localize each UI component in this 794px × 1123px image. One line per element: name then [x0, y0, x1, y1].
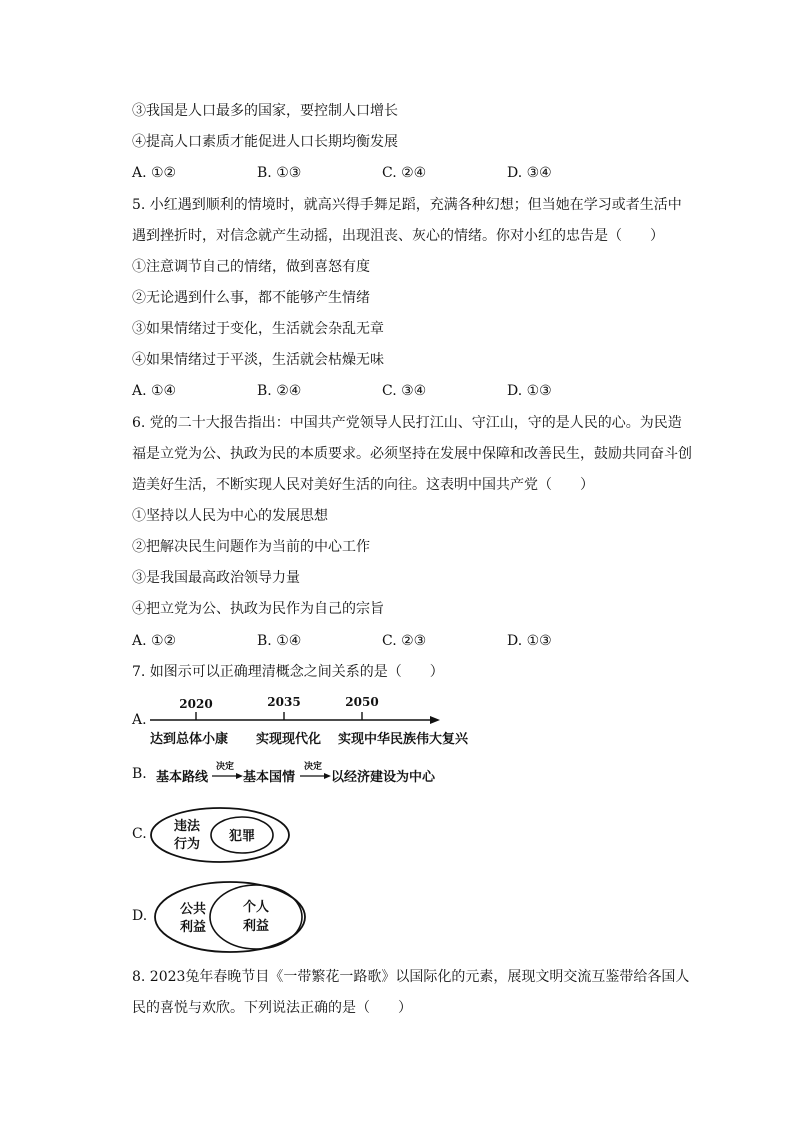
q5-stem-line-1: 5. 小红遇到顺利的情境时，就高兴得手舞足蹈，充满各种幻想；但当她在学习或者生活中: [132, 197, 682, 213]
q6-option-a: A. ①②: [132, 633, 177, 649]
q4-option-c: C. ②④: [382, 165, 427, 181]
chain-arrow-text-2: 决定: [304, 762, 323, 772]
q5-option-c: C. ③④: [382, 383, 427, 399]
q5-stem-line-2: 遇到挫折时，对信念就产生动摇，出现沮丧、灰心的情绪。你对小红的忠告是（ ）: [132, 228, 664, 244]
q5-option-d: D. ①③: [507, 383, 552, 399]
q6-item-4: ④把立党为公、执政为民作为自己的宗旨: [132, 601, 384, 617]
q4-item-4: ④提高人口素质才能促进人口长期均衡发展: [132, 134, 398, 150]
inner-label-crime: 犯罪: [228, 829, 256, 844]
q4-option-b: B. ①③: [257, 165, 302, 181]
q6-options: [132, 632, 692, 650]
q6-option-c: C. ②③: [382, 633, 427, 649]
q6-stem-line-1: 6. 党的二十大报告指出：中国共产党领导人民打江山、守江山，守的是人民的心。为民造: [132, 415, 682, 431]
q8-stem-line-2: 民的喜悦与欢欣。下列说法正确的是（ ）: [132, 1000, 412, 1016]
q6-option-b: B. ①④: [257, 633, 302, 649]
outer-label-line-1: 公共: [180, 902, 207, 917]
timeline-year-1: 2020: [179, 697, 213, 711]
q5-item-3: ③如果情绪过于变化，生活就会杂乱无章: [132, 321, 384, 337]
chain-node-1: 基本路线: [156, 770, 209, 785]
q5-option-b: B. ②④: [257, 383, 302, 399]
q7-option-a-label: A.: [132, 712, 147, 728]
q5-item-4: ④如果情绪过于平淡，生活就会枯燥无味: [132, 352, 384, 368]
timeline-year-3: 2050: [345, 695, 379, 709]
q6-stem-line-3: 造美好生活，不断实现人民对美好生活的向往。这表明中国共产党（ ）: [132, 477, 594, 493]
timeline-stage-2: 实现现代化: [256, 732, 322, 747]
q6-stem-line-2: 福是立党为公、执政为民的本质要求。必须坚持在发展中保障和改善民生，鼓励共同奋斗创: [132, 446, 692, 462]
q7-nested-ellipse-c: [148, 805, 298, 865]
q7-option-c-label: C.: [132, 826, 147, 842]
q4-options: [132, 164, 692, 182]
q5-item-1: ①注意调节自己的情绪，做到喜怒有度: [132, 259, 370, 275]
timeline-stage-1: 达到总体小康: [150, 732, 229, 747]
timeline-arrowhead: [430, 716, 440, 724]
q6-item-1: ①坚持以人民为中心的发展思想: [132, 508, 328, 524]
q6-item-2: ②把解决民生问题作为当前的中心工作: [132, 539, 370, 555]
outer-label-line-1: 违法: [174, 819, 201, 834]
chain-node-2: 基本国情: [243, 770, 296, 785]
chain-node-3: 以经济建设为中心: [331, 770, 436, 785]
inner-label-line-1: 个人: [242, 900, 270, 915]
q7-option-d-label: D.: [132, 908, 148, 924]
q4-option-a: A. ①②: [132, 165, 177, 181]
inner-ellipse-personal-interest: [210, 885, 302, 949]
chain-arrow-text-1: 决定: [216, 762, 235, 772]
q5-item-2: ②无论遇到什么事，都不能够产生情绪: [132, 290, 370, 306]
q7-option-b-label: B.: [132, 766, 147, 782]
q7-timeline-diagram: [148, 692, 469, 750]
outer-ellipse-public-interest: [155, 882, 305, 952]
chain-arrowhead-2: [324, 773, 331, 779]
outer-label-line-2: 利益: [180, 920, 207, 935]
q4-item-3: ③我国是人口最多的国家，要控制人口增长: [132, 103, 398, 119]
timeline-stage-3: 实现中华民族伟大复兴: [338, 732, 469, 747]
chain-arrowhead-1: [236, 773, 243, 779]
outer-ellipse-illegal-act: [151, 808, 289, 862]
q5-option-a: A. ①④: [132, 383, 177, 399]
q4-option-d: D. ③④: [507, 165, 552, 181]
q6-item-3: ③是我国最高政治领导力量: [132, 570, 300, 586]
q6-option-d: D. ①③: [507, 633, 552, 649]
q7-nested-ellipse-d: [152, 879, 312, 957]
inner-label-line-2: 利益: [242, 919, 270, 934]
q7-stem: 7. 如图示可以正确理清概念之间关系的是（ ）: [132, 664, 444, 680]
timeline-year-2: 2035: [267, 695, 301, 709]
q5-options: [132, 382, 692, 400]
q7-chain-diagram: [152, 758, 452, 788]
outer-label-line-2: 行为: [174, 837, 201, 852]
q8-stem-line-1: 8. 2023兔年春晚节目《一带繁花一路歌》以国际化的元素，展现文明交流互鉴带给各国人: [132, 969, 690, 985]
